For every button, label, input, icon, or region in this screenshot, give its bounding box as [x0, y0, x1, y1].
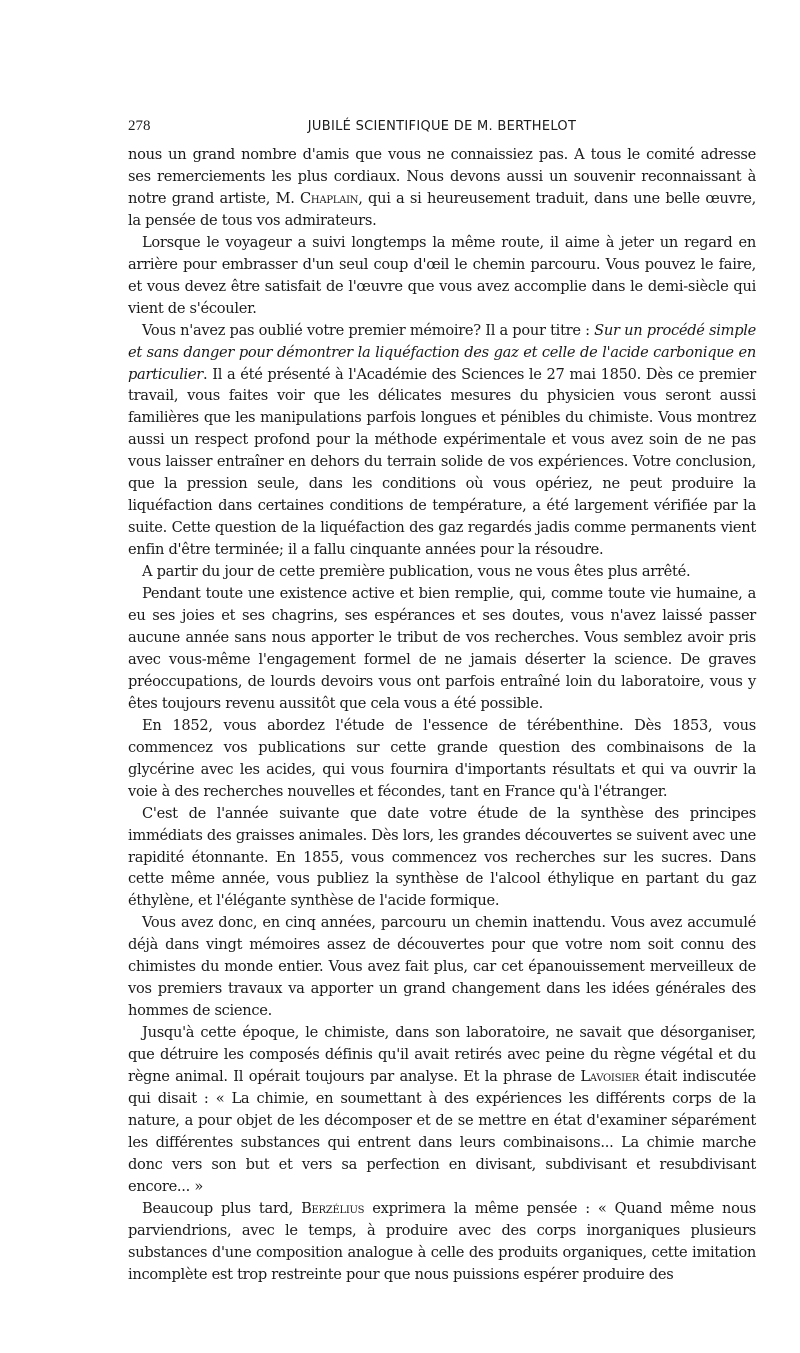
page-header: [128, 118, 756, 144]
running-title: JUBILÉ SCIENTIFIQUE DE M. BERTHELOT: [307, 119, 577, 134]
text-run: , qui a si heureusement traduit, dans une belle œuvre, la pensée de tous vos admirateurs.: [128, 189, 756, 229]
memoir-title: Sur un procédé simple et sans danger pour démontrer la liquéfaction des gaz et celle de l'acide carbonique en particulier: [128, 321, 756, 383]
person-name: Chaplain: [300, 189, 359, 207]
text-run: A partir du jour de cette première publication, vous ne vous êtes plus arrêté.: [142, 563, 691, 581]
text-run: Vous n'avez pas oublié votre premier mémoire? Il a pour titre :: [142, 321, 595, 339]
paragraph: [128, 583, 756, 715]
paragraph: [128, 715, 756, 803]
text-run: En 1852, vous abordez l'étude de l'essence de térébenthine. Dès 1853, vous commencez vos publications sur cette grande question des combinaisons de la glycérine avec les acides, qui vous fournira d'importants résultats et qui va ouvrir la voie à des recherches nouvelles et fécondes, tant en France qu'à l'étranger.: [128, 716, 756, 800]
page-number: 278: [128, 118, 151, 134]
text-run: Lorsque le voyageur a suivi longtemps la même route, il aime à jeter un regard en arrière pour embrasser d'un seul coup d'œil le chemin parcouru. Vous pouvez le faire, et vous devez être satisfait de l'œuvre que vous avez accomplie dans le demi-siècle qui vient de s'écouler.: [128, 233, 756, 317]
paragraph: [128, 232, 756, 320]
text-run: Pendant toute une existence active et bien remplie, qui, comme toute vie humaine, a eu ses joies et ses chagrins, ses espérances et ses doutes, vous n'avez laissé passer aucune année sans nous apporter le tribut de vos recherches. Vous semblez avoir pris avec vous-même l'engagement formel de ne jamais déserter la science. De graves préoccupations, de lourds devoirs vous ont parfois entraîné loin du laboratoire, vous y êtes toujours revenu aussitôt que cela vous a été possible.: [128, 585, 756, 712]
paragraph: [128, 1198, 756, 1286]
person-name: Berzélius: [301, 1199, 365, 1217]
paragraph: [128, 1022, 756, 1198]
text-run: Jusqu'à cette époque, le chimiste, dans son laboratoire, ne savait que désorganiser, que détruire les composés définis qu'il avait retirés avec peine du règne végétal et du règne animal. Il opérait toujours par analyse. Et la phrase de: [128, 1024, 756, 1086]
text-run: Beaucoup plus tard,: [142, 1199, 302, 1217]
paragraph: [128, 561, 756, 583]
text-run: . Il a été présenté à l'Académie des Sciences le 27 mai 1850. Dès ce premier travail, vous faites voir que les délicates mesures du physicien vous seront aussi familières que les manipulations parfois longues et pénibles du chimiste. Vous montrez aussi un respect profond pour la méthode expérimentale et vous avez soin de ne pas vous laisser entraîner en dehors du terrain solide de vos expériences. Votre conclusion, que la pression seule, dans les conditions où vous opériez, ne peut produire la liquéfaction dans certaines conditions de température, a été largement vérifiée par la suite. Cette question de la liquéfaction des gaz regardés jadis comme permanents vient enfin d'être terminée; il a fallu cinquante années pour la résoudre.: [128, 365, 756, 559]
paragraph: [128, 144, 756, 232]
paragraph: [128, 320, 756, 561]
paragraph: [128, 803, 756, 913]
text-run: nous un grand nombre d'amis que vous ne connaissiez pas. A tous le comité adresse ses remerciements les plus cordiaux. Nous devons aussi un souvenir reconnaissant à notre grand artiste, M.: [128, 146, 756, 207]
text-run: était indiscutée qui disait : « La chimie, en soumettant à des expériences les différents corps de la nature, a pour objet de les décomposer et de se mettre en état d'examiner séparément les différentes substances qui entrent dans leurs combinaisons... La chimie marche donc vers son but et vers sa perfection en divisant, subdivisant et resubdivisant encore... »: [128, 1068, 756, 1195]
text-run: Vous avez donc, en cinq années, parcouru un chemin inattendu. Vous avez accumulé déjà dans vingt mémoires assez de découvertes pour que votre nom soit connu des chimistes du monde entier. Vous avez fait plus, car cet épanouissement merveilleux de vos premiers travaux va apporter un grand changement dans les idées générales des hommes de science.: [128, 914, 756, 1020]
text-run: exprimera la même pensée : « Quand même nous parviendrions, avec le temps, à produire avec des corps inorganiques plusieurs substances d'une composition analogue à celle des produits organiques, cette imitation incomplète est trop restreinte pour que nous puissions espérer produire des: [128, 1199, 756, 1283]
person-name: Lavoisier: [580, 1068, 640, 1086]
text-run: C'est de l'année suivante que date votre étude de la synthèse des principes immédiats des graisses animales. Dès lors, les grandes découvertes se suivent avec une rapidité étonnante. En 1855, vous commencez vos recherches sur les sucres. Dans cette même année, vous publiez la synthèse de l'alcool éthylique en partant du gaz éthylène, et l'élégante synthèse de l'acide formique.: [128, 804, 756, 910]
paragraph: [128, 912, 756, 1022]
book-page: [128, 118, 756, 1286]
body-text: [128, 144, 756, 1286]
